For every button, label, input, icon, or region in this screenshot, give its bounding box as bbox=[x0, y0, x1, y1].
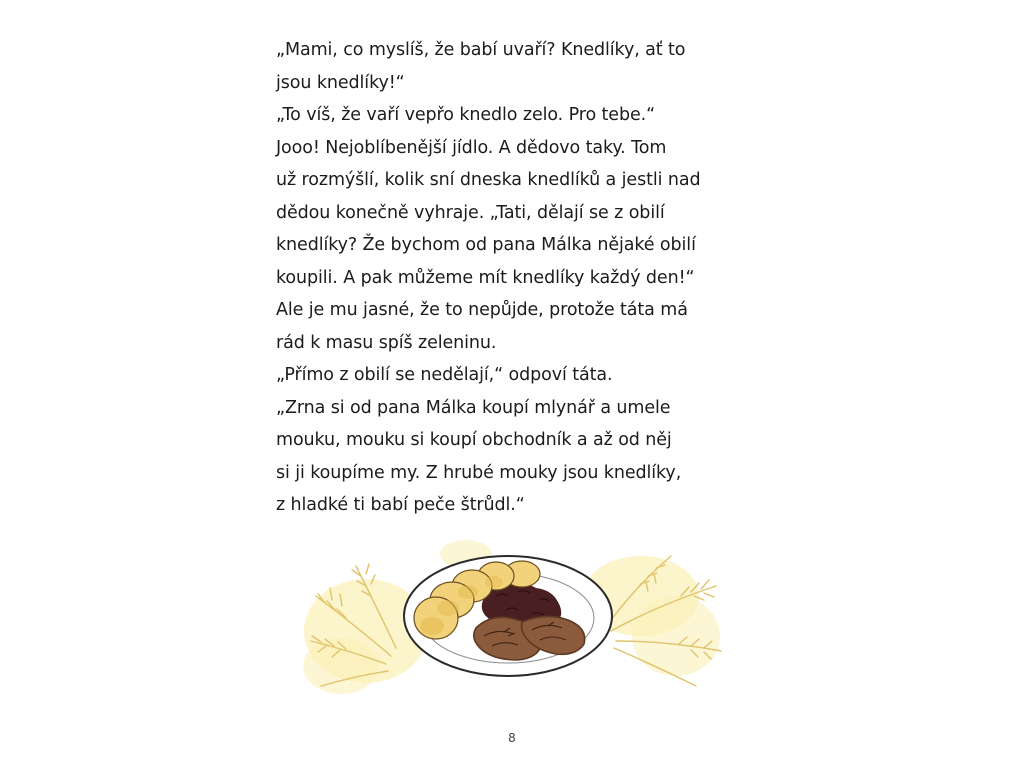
pork-slices-icon bbox=[474, 616, 585, 660]
story-line: Jooo! Nejoblíbenější jídlo. A dědovo taky. Tom bbox=[276, 137, 667, 158]
story-line: koupili. A pak můžeme mít knedlíky každý den!“ bbox=[276, 267, 695, 288]
story-line: Ale je mu jasné, že to nepůjde, protože táta má bbox=[276, 300, 688, 320]
story-line: mouku, mouku si koupí obchodník a až od něj bbox=[276, 430, 672, 450]
dumplings-pork-sauerkraut-plate-icon bbox=[296, 536, 732, 698]
story-line: už rozmýšlí, kolik sní dneska knedlíků a jestli nad bbox=[276, 170, 701, 190]
page-number: 8 bbox=[508, 731, 516, 745]
story-line: „Mami, co myslíš, že babí uvaří? Knedlíky, ať to bbox=[276, 40, 686, 60]
story-text bbox=[276, 34, 776, 522]
story-line: knedlíky? Že bychom od pana Málka nějaké obilí bbox=[276, 235, 696, 255]
story-line: „Přímo z obilí se nedělají,“ odpoví táta. bbox=[276, 365, 613, 385]
story-line: z hladké ti babí peče štrůdl.“ bbox=[276, 495, 525, 515]
story-line: rád k masu spíš zeleninu. bbox=[276, 332, 497, 353]
story-line: dědou konečně vyhraje. „Tati, dělají se z obilí bbox=[276, 202, 665, 223]
story-line: „To víš, že vaří vepřo knedlo zelo. Pro tebe.“ bbox=[276, 105, 656, 125]
story-line: „Zrna si od pana Málka koupí mlynář a umele bbox=[276, 397, 671, 418]
story-line: jsou knedlíky!“ bbox=[276, 72, 405, 93]
story-line: si ji koupíme my. Z hrubé mouky jsou knedlíky, bbox=[276, 462, 682, 483]
